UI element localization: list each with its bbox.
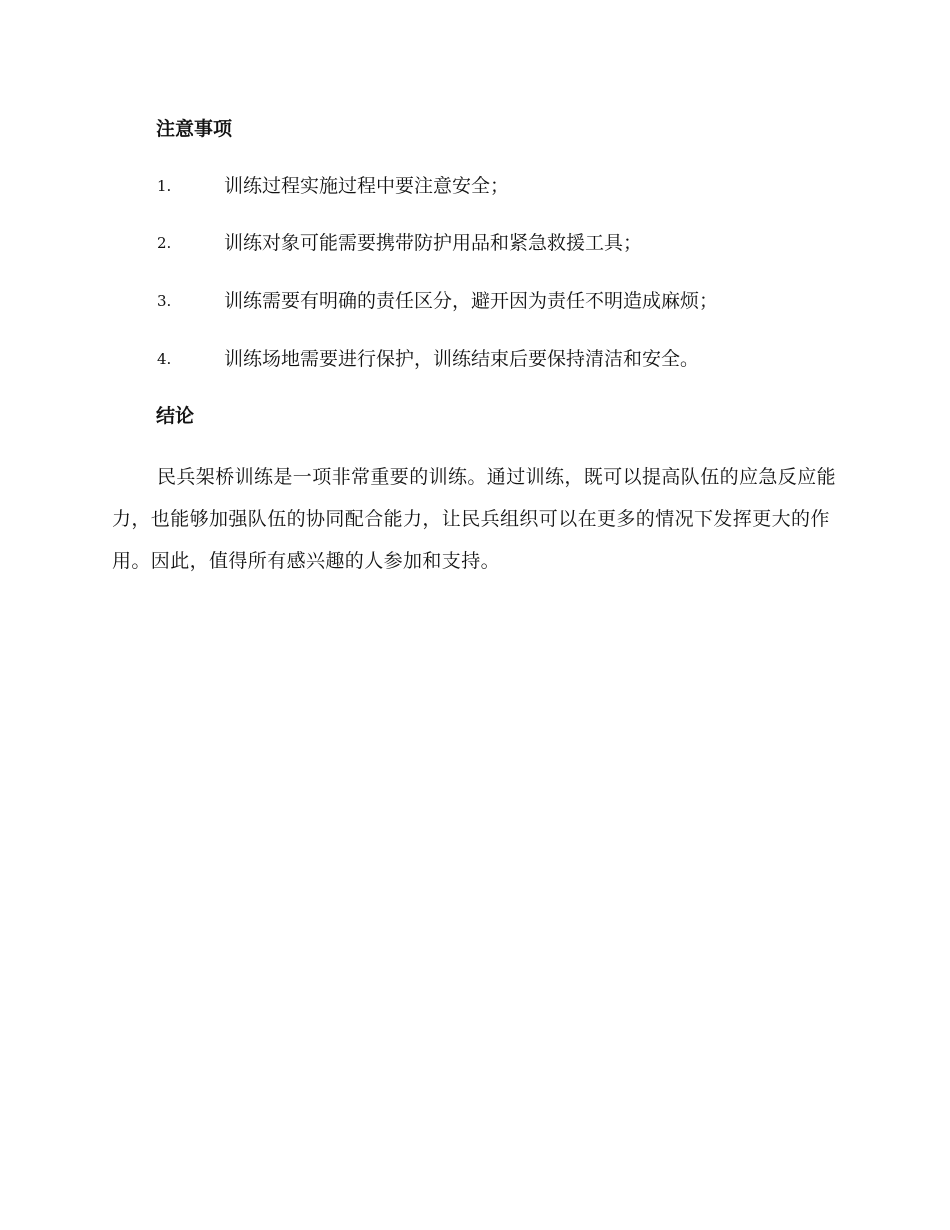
- section-heading-precautions: 注意事项: [156, 118, 233, 140]
- list-item-text: 训练场地需要进行保护，训练结束后要保持清洁和安全。: [224, 348, 700, 370]
- list-item-number: 4.: [157, 350, 172, 368]
- list-item-text: 训练需要有明确的责任区分，避开因为责任不明造成麻烦；: [224, 290, 719, 312]
- section-heading-conclusion: 结论: [156, 405, 195, 427]
- list-item: [0, 287, 900, 317]
- conclusion-paragraph: 民兵架桥训练是一项非常重要的训练。通过训练，既可以提高队伍的应急反应能力，也能够加强队伍的协同配合能力，让民兵组织可以在更多的情况下发挥更大的作用。因此，值得所有感兴趣的人参加和支持。: [112, 466, 837, 572]
- list-item-number: 3.: [157, 292, 172, 310]
- list-item-text: 训练过程实施过程中要注意安全；: [224, 175, 510, 197]
- list-item-number: 1.: [157, 177, 172, 195]
- list-item: [0, 229, 900, 259]
- list-item: [0, 345, 900, 375]
- list-item-number: 2.: [157, 234, 172, 252]
- list-item: [0, 172, 900, 202]
- list-item-text: 训练对象可能需要携带防护用品和紧急救援工具；: [224, 232, 643, 254]
